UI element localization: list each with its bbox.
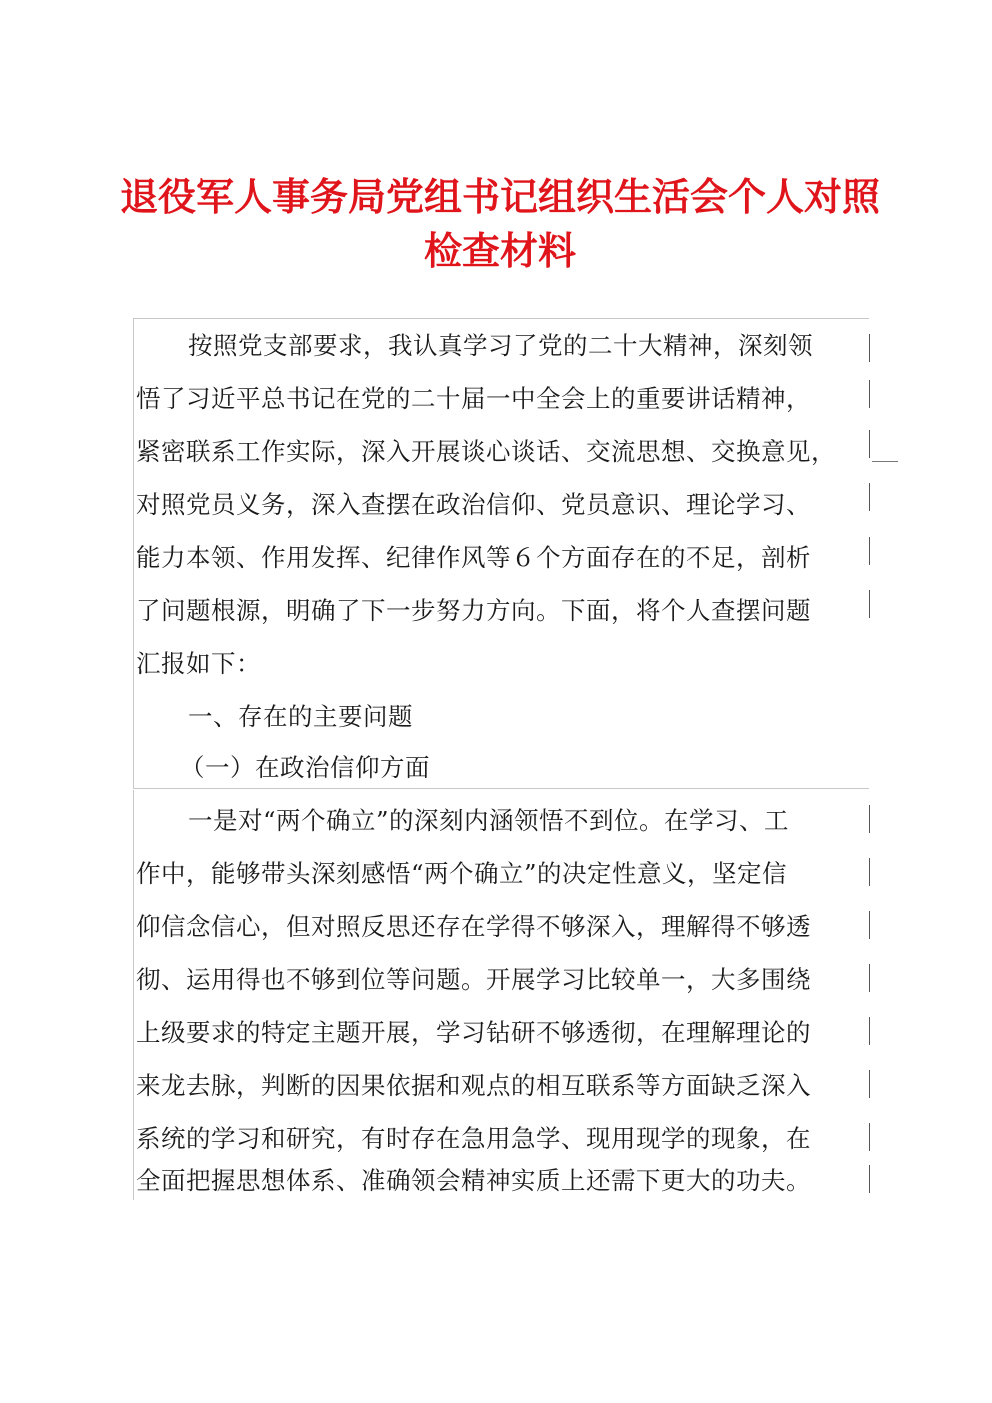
body-line: 一是对“两个确立”的深刻内涵领悟不到位。在学习、工 bbox=[188, 806, 790, 835]
body-line: 汇报如下： bbox=[136, 649, 261, 678]
body-line: 上级要求的特定主题开展，学习钻研不够透彻，在理解理论的 bbox=[136, 1018, 811, 1047]
body-line: 仰信念信心，但对照反思还存在学得不够深入，理解得不够透 bbox=[136, 912, 811, 941]
body-line: 作中，能够带头深刻感悟“两个确立”的决定性意义，坚定信 bbox=[136, 859, 788, 888]
left-border-upper bbox=[133, 318, 134, 788]
left-border-lower bbox=[133, 790, 134, 1200]
body-line: 彻、运用得也不够到位等问题。开展学习比较单一，大多围绕 bbox=[136, 965, 811, 994]
body-line: 紧密联系工作实际，深入开展谈心谈话、交流思想、交换意见， bbox=[136, 437, 836, 466]
document-title-line-1: 退役军人事务局党组书记组织生活会个人对照 bbox=[119, 174, 880, 219]
subsection-heading: （一）在政治信仰方面 bbox=[180, 753, 430, 782]
body-line: 悟了习近平总书记在党的二十届一中全会上的重要讲话精神， bbox=[136, 384, 811, 413]
body-line: 按照党支部要求，我认真学习了党的二十大精神，深刻领 bbox=[188, 331, 813, 360]
document-title-line-2: 检查材料 bbox=[423, 228, 576, 273]
body-line: 来龙去脉，判断的因果依据和观点的相互联系等方面缺乏深入 bbox=[136, 1071, 811, 1100]
body-line: 对照党员义务，深入查摆在政治信仰、党员意识、理论学习、 bbox=[136, 490, 811, 519]
body-line: 系统的学习和研究，有时存在急用急学、现用现学的现象，在 bbox=[136, 1124, 811, 1153]
body-line: 了问题根源，明确了下一步努力方向。下面，将个人查摆问题 bbox=[136, 596, 811, 625]
section-heading: 一、存在的主要问题 bbox=[188, 702, 413, 731]
middle-border bbox=[133, 788, 869, 789]
top-border bbox=[133, 318, 869, 319]
body-line: 能力本领、作用发挥、纪律作风等６个方面存在的不足，剖析 bbox=[136, 543, 811, 572]
body-line: 全面把握思想体系、准确领会精神实质上还需下更大的功夫。 bbox=[136, 1166, 811, 1195]
